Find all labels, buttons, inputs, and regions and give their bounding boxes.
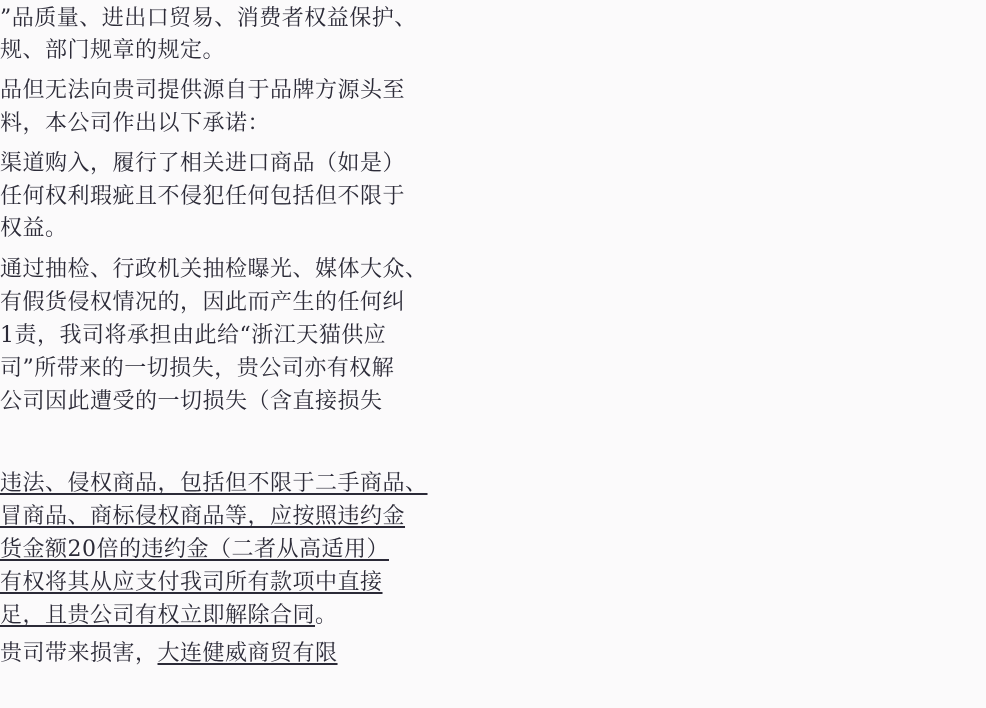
text-line: 违法、侵权商品，包括但不限于二手商品、 <box>0 471 428 496</box>
text-line: ”品质量、进出口贸易、消费者权益保护、 <box>0 6 417 31</box>
text-line: 有权将其从应支付我司所有款项中直接 <box>0 570 383 595</box>
text-line: 司”所带来的一切损失，贵公司亦有权解 <box>0 356 395 381</box>
text-line: 贵司带来损害，大连健威商贸有限 <box>0 641 338 666</box>
text-line: 足，且贵公司有权立即解除合同。 <box>0 603 338 628</box>
text-line: 货金额20倍的违约金（二者从高适用） <box>0 537 389 562</box>
text-line: 1责，我司将承担由此给“浙江天猫供应 <box>0 323 387 348</box>
text-line: 渠道购入，履行了相关进口商品（如是） <box>0 151 406 176</box>
text-line: 有假货侵权情况的，因此而产生的任何纠 <box>0 290 406 315</box>
text-line: 权益。 <box>0 216 68 241</box>
text-line: 通过抽检、行政机关抽检曝光、媒体大众、 <box>0 257 428 282</box>
text-line: 料，本公司作出以下承诺： <box>0 111 271 136</box>
text-line: 公司因此遭受的一切损失（含直接损失 <box>0 389 383 414</box>
text-line: 规、部门规章的规定。 <box>0 38 226 63</box>
text-line: 任何权利瑕疵且不侵犯任何包括但不限于 <box>0 184 406 209</box>
text-line: 冒商品、商标侵权商品等，应按照违约金 <box>0 504 406 529</box>
text-line: 品但无法向贵司提供源自于品牌方源头至 <box>0 78 406 103</box>
